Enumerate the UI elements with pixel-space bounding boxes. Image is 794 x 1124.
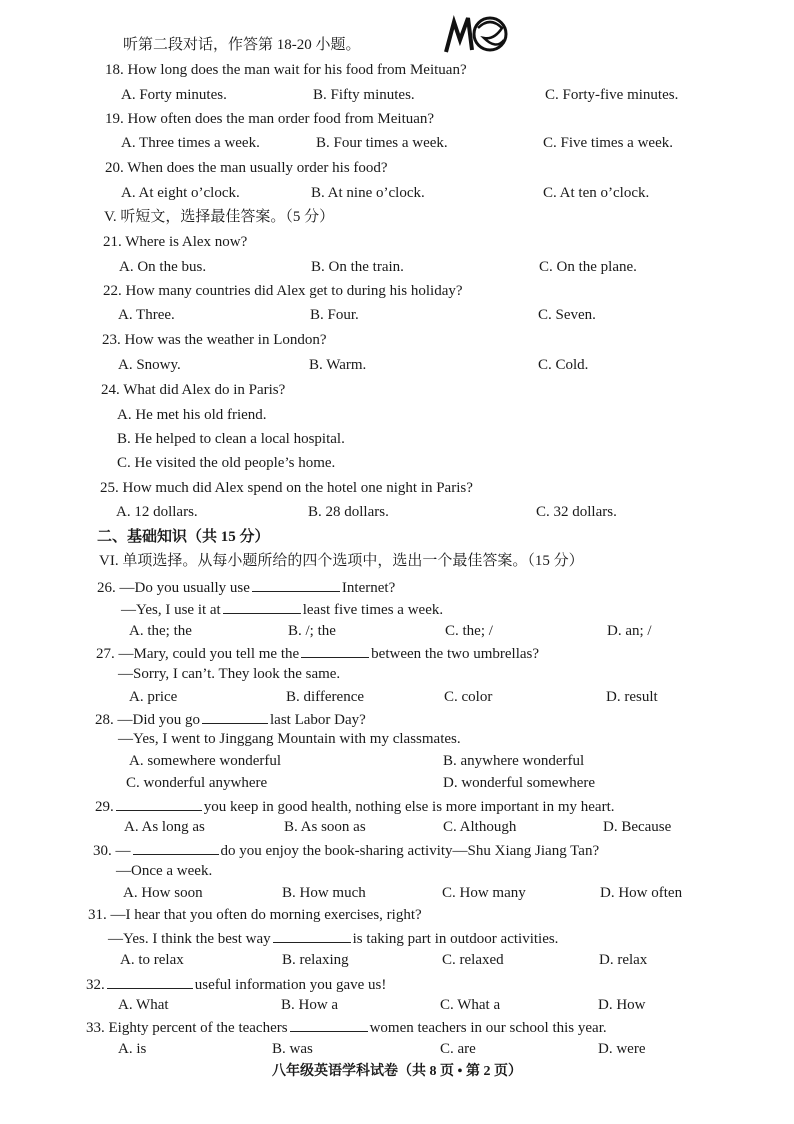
question-26-line-2 <box>121 599 443 619</box>
q26-option-c: C. the; / <box>445 623 493 639</box>
q28-option-a: A. somewhere wonderful <box>129 753 282 769</box>
q28-option-b: B. anywhere wonderful <box>443 753 585 769</box>
q26-text-3: —Yes, I use it at <box>121 602 221 618</box>
answer-blank <box>252 577 340 592</box>
q29-text: you keep in good health, nothing else is more important in my heart. <box>203 799 615 815</box>
question-26-line-1 <box>97 577 395 597</box>
section-5-heading: V. 听短文，选择最佳答案。（5 分） <box>104 209 335 225</box>
q19-option-c: C. Five times a week. <box>543 135 673 151</box>
q31-option-d: D. relax <box>599 952 648 968</box>
answer-blank <box>107 974 193 989</box>
q23-option-b: B. Warm. <box>309 357 367 373</box>
q26-option-a: A. the; the <box>129 623 192 639</box>
q27-option-d: D. result <box>606 689 658 705</box>
question-28-line-2: —Yes, I went to Jinggang Mountain with my classmates. <box>118 731 461 747</box>
q30-option-b: B. How much <box>282 885 366 901</box>
q21-option-c: C. On the plane. <box>539 259 637 275</box>
question-21: 21. Where is Alex now? <box>103 234 248 250</box>
q25-option-c: C. 32 dollars. <box>536 504 617 520</box>
question-27-line-1 <box>96 643 539 663</box>
question-20: 20. When does the man usually order his food? <box>105 160 388 176</box>
q22-option-b: B. Four. <box>310 307 359 323</box>
q23-option-c: C. Cold. <box>538 357 589 373</box>
q33-option-d: D. were <box>598 1041 646 1057</box>
answer-blank <box>202 709 268 724</box>
question-18: 18. How long does the man wait for his food from Meituan? <box>105 62 467 78</box>
q19-option-b: B. Four times a week. <box>316 135 448 151</box>
question-31-line-1: 31. —I hear that you often do morning exercises, right? <box>88 907 422 923</box>
answer-blank <box>133 840 219 855</box>
q24-option-c: C. He visited the old people’s home. <box>117 455 336 471</box>
q25-option-a: A. 12 dollars. <box>116 504 198 520</box>
question-23: 23. How was the weather in London? <box>102 332 327 348</box>
q19-option-a: A. Three times a week. <box>121 135 260 151</box>
answer-blank <box>290 1017 368 1032</box>
q32-option-b: B. How a <box>281 997 339 1013</box>
question-24: 24. What did Alex do in Paris? <box>101 382 286 398</box>
listening-part-2-instruction: 听第二段对话，作答第 18-20 小题。 <box>123 37 361 53</box>
q26-option-b: B. /; the <box>288 623 336 639</box>
question-31-line-2 <box>108 928 558 948</box>
question-33 <box>86 1017 607 1037</box>
q29-number: 29. <box>95 799 114 815</box>
q21-option-a: A. On the bus. <box>119 259 207 275</box>
question-30-line-1 <box>93 840 599 860</box>
q32-number: 32. <box>86 977 105 993</box>
q28-text-1: 28. —Did you go <box>95 712 200 728</box>
q22-option-a: A. Three. <box>118 307 175 323</box>
q33-option-a: A. is <box>118 1041 147 1057</box>
q20-option-b: B. At nine o’clock. <box>311 185 425 201</box>
q24-option-a: A. He met his old friend. <box>117 407 267 423</box>
part-2-heading: 二、基础知识（共 15 分） <box>97 529 270 545</box>
q32-option-d: D. How <box>598 997 646 1013</box>
q28-option-c: C. wonderful anywhere <box>126 775 268 791</box>
q30-number: 30. — <box>93 843 131 859</box>
q33-text-2: women teachers in our school this year. <box>369 1020 607 1036</box>
q32-text: useful information you gave us! <box>194 977 387 993</box>
q33-option-c: C. are <box>440 1041 476 1057</box>
question-19: 19. How often does the man order food from Meituan? <box>105 111 435 127</box>
q27-text-2: between the two umbrellas? <box>371 646 540 662</box>
q30-option-c: C. How many <box>442 885 526 901</box>
q29-option-c: C. Although <box>443 819 517 835</box>
q21-option-b: B. On the train. <box>311 259 404 275</box>
q27-option-b: B. difference <box>286 689 365 705</box>
q27-text-1: 27. —Mary, could you tell me the <box>96 646 300 662</box>
answer-blank <box>116 796 202 811</box>
question-25: 25. How much did Alex spend on the hotel one night in Paris? <box>100 480 473 496</box>
question-32 <box>86 974 386 994</box>
answer-blank <box>273 928 351 943</box>
answer-blank <box>223 599 301 614</box>
q26-text-2: Internet? <box>341 580 396 596</box>
question-30-line-2: —Once a week. <box>116 863 213 879</box>
question-27-line-2: —Sorry, I can’t. They look the same. <box>118 666 341 682</box>
answer-blank <box>301 643 369 658</box>
q29-option-a: A. As long as <box>124 819 205 835</box>
q27-option-a: A. price <box>129 689 178 705</box>
q26-text-1: 26. —Do you usually use <box>97 580 250 596</box>
q31-option-c: C. relaxed <box>442 952 504 968</box>
q25-option-b: B. 28 dollars. <box>308 504 389 520</box>
q26-text-4: least five times a week. <box>302 602 444 618</box>
q30-option-d: D. How often <box>600 885 683 901</box>
q30-option-a: A. How soon <box>123 885 203 901</box>
logo-stamp <box>438 10 514 60</box>
q27-option-c: C. color <box>444 689 493 705</box>
q24-option-b: B. He helped to clean a local hospital. <box>117 431 345 447</box>
q23-option-a: A. Snowy. <box>118 357 181 373</box>
question-22: 22. How many countries did Alex get to during his holiday? <box>103 283 463 299</box>
q18-option-b: B. Fifty minutes. <box>313 87 415 103</box>
page-footer: 八年级英语学科试卷（共 8 页 • 第 2 页） <box>272 1064 522 1079</box>
q31-option-b: B. relaxing <box>282 952 349 968</box>
q32-option-c: C. What a <box>440 997 501 1013</box>
q28-text-2: last Labor Day? <box>270 712 366 728</box>
q31-text-1: —Yes. I think the best way <box>108 931 271 947</box>
q18-option-a: A. Forty minutes. <box>121 87 227 103</box>
q33-option-b: B. was <box>272 1041 313 1057</box>
q29-option-b: B. As soon as <box>284 819 366 835</box>
q33-text-1: 33. Eighty percent of the teachers <box>86 1020 288 1036</box>
q20-option-c: C. At ten o’clock. <box>543 185 650 201</box>
q22-option-c: C. Seven. <box>538 307 596 323</box>
section-6-heading: VI. 单项选择。从每小题所给的四个选项中，选出一个最佳答案。（15 分） <box>99 553 584 569</box>
q20-option-a: A. At eight o’clock. <box>121 185 240 201</box>
q29-option-d: D. Because <box>603 819 672 835</box>
q32-option-a: A. What <box>118 997 169 1013</box>
q28-option-d: D. wonderful somewhere <box>443 775 596 791</box>
q26-option-d: D. an; / <box>607 623 652 639</box>
question-28-line-1 <box>95 709 366 729</box>
question-29 <box>95 796 615 816</box>
q30-text: do you enjoy the book-sharing activity—Shu Xiang Jiang Tan? <box>220 843 600 859</box>
q18-option-c: C. Forty-five minutes. <box>545 87 679 103</box>
q31-option-a: A. to relax <box>120 952 184 968</box>
q31-text-2: is taking part in outdoor activities. <box>352 931 559 947</box>
